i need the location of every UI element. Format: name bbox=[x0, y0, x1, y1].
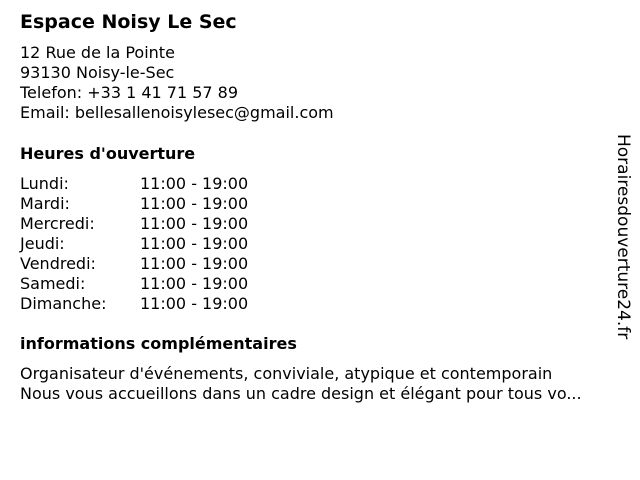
phone-number: Telefon: +33 1 41 71 57 89 bbox=[20, 83, 239, 102]
hours-row-thursday bbox=[20, 234, 248, 254]
time-range: 11:00 - 19:00 bbox=[140, 214, 249, 233]
time-range: 11:00 - 19:00 bbox=[140, 234, 249, 253]
venue-title: Espace Noisy Le Sec bbox=[20, 11, 237, 33]
day-label: Mercredi: bbox=[20, 214, 95, 233]
day-label: Mardi: bbox=[20, 194, 70, 213]
time-range: 11:00 - 19:00 bbox=[140, 294, 249, 313]
address-city: 93130 Noisy-le-Sec bbox=[20, 63, 175, 82]
time-range: 11:00 - 19:00 bbox=[140, 174, 249, 193]
time-range: 11:00 - 19:00 bbox=[140, 254, 249, 273]
hours-row-saturday bbox=[20, 274, 248, 294]
hours-row-friday bbox=[20, 254, 248, 274]
venue-address bbox=[20, 43, 334, 123]
time-range: 11:00 - 19:00 bbox=[140, 194, 249, 213]
hours-row-sunday bbox=[20, 294, 248, 314]
info-line-2: Nous vous accueillons dans un cadre design et élégant pour tous vo... bbox=[20, 384, 582, 403]
email-address: Email: bellesallenoisylesec@gmail.com bbox=[20, 103, 334, 122]
day-label: Dimanche: bbox=[20, 294, 107, 313]
address-street: 12 Rue de la Pointe bbox=[20, 43, 175, 62]
opening-hours-table bbox=[20, 174, 248, 314]
day-label: Jeudi: bbox=[20, 234, 65, 253]
hours-row-tuesday bbox=[20, 194, 248, 214]
day-label: Vendredi: bbox=[20, 254, 96, 273]
hours-row-monday bbox=[20, 174, 248, 194]
additional-info-heading: informations complémentaires bbox=[20, 334, 297, 353]
site-watermark: Horairesdouverture24.fr bbox=[613, 134, 633, 340]
opening-hours-heading: Heures d'ouverture bbox=[20, 144, 196, 163]
time-range: 11:00 - 19:00 bbox=[140, 274, 249, 293]
day-label: Samedi: bbox=[20, 274, 86, 293]
day-label: Lundi: bbox=[20, 174, 69, 193]
info-line-1: Organisateur d'événements, conviviale, atypique et contemporain bbox=[20, 364, 553, 383]
hours-row-wednesday bbox=[20, 214, 248, 234]
additional-info-text bbox=[20, 364, 632, 404]
